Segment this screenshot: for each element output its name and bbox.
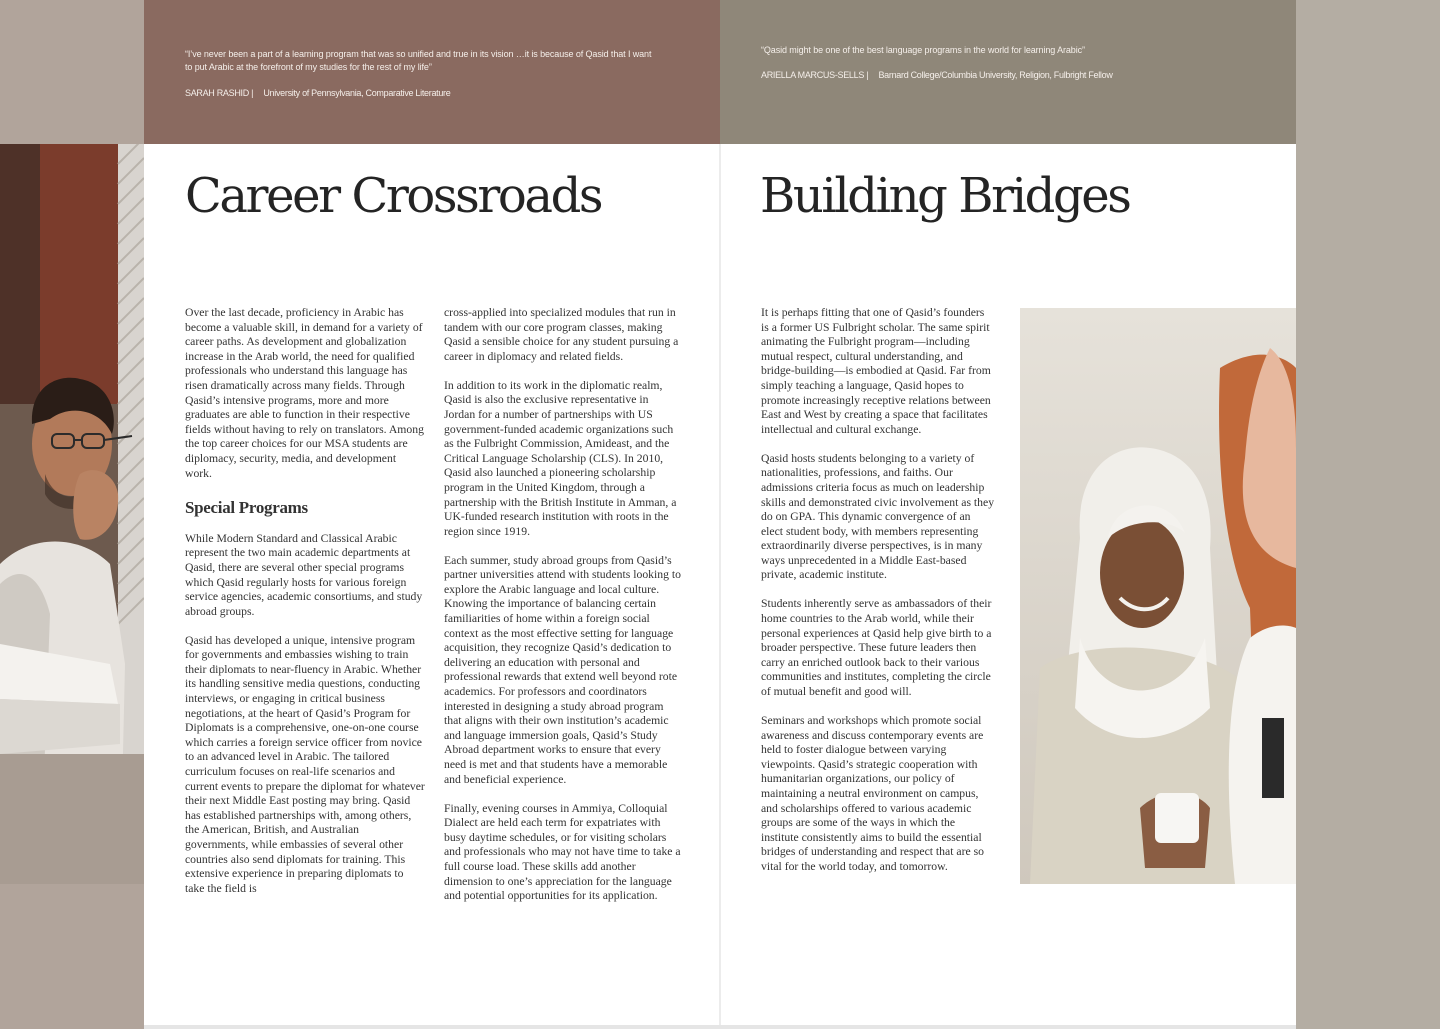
paragraph-intro: Over the last decade, proficiency in Arabic has become a valuable skill, in demand for a variety of career paths. As development and globalization increase in the Arab world, the need for qualified professionals who understand this language has risen dramatically across many fields. Through Qasid’s intensive programs, more and more graduates are able to function in their respective fields without having to rely on translators. Among the top career choices for our MSA students are diplomacy, security, media, and development work. bbox=[185, 306, 424, 480]
column-career-crossroads-1 bbox=[185, 306, 425, 911]
column-building-bridges bbox=[761, 306, 995, 889]
paragraph-partnerships: In addition to its work in the diplomatic realm, Qasid is also the exclusive representative in Jordan for a number of partnerships with US government-funded academic organizations such as the Fulbright Commission, Amideast, and the Critical Language Scholarship (CLS). In 2010, Qasid also launched a pioneering scholarship program in the United Kingdom, through a partnership with the British Institute in Amman, a UK-funded research institution with roots in the region since 1919. bbox=[444, 378, 677, 538]
paragraph-diversity: Qasid hosts students belonging to a variety of nationalities, professions, and faiths. Our admissions criteria focus as much on leadership skills and demonstrated civic involvement as they do on GPA. This dynamic convergence of an elect student body, with members representing extraordinarily diverse perspectives, is in many ways unprecedented in a Middle East-based private, academic institute. bbox=[761, 451, 995, 582]
paragraph-evening-courses: Finally, evening courses in Ammiya, Colloquial Dialect are held each term for expatriates with busy daytime schedules, or for visiting scholars and professionals who may not have time to take a full course load. These skills add another dimension to one’s appreciation for the language and potential opportunities for its application. bbox=[444, 801, 681, 903]
paragraph-fulbright: It is perhaps fitting that one of Qasid’s founders is a former US Fulbright scholar. The same spirit animating the Fulbright program—including mutual respect, cultural understanding, and bridge-building—is embodied at Qasid. Far from simply teaching a language, Qasid hopes to promote increasingly receptive relations between East and West by creating a space that facilitates intellectual and cultural exchange. bbox=[761, 306, 991, 436]
left-margin-block-top bbox=[0, 0, 144, 144]
left-testimonial-affiliation: University of Pennsylvania, Comparative Literature bbox=[263, 88, 451, 98]
paragraph-diplomats: Qasid has developed a unique, intensive program for governments and embassies wishing to train their diplomats to near-fluency in Arabic. Whether its handling sensitive media questions, conducting interviews, or engaging in critical business negotiations, at the heart of Qasid’s Program for Diplomats is a comprehensive, one-on-one course which carries a foreign service officer from novice to an advanced level in Arabic. The tailored curriculum focuses on real-life scenarios and current events to prepare the diplomat for whatever their next Middle East posting may bring. Qasid has established partnerships with, among others, the American, British, and Australian governments, while embassies of several other countries also send diplomats for training. This extensive experience in preparing diplomats to take the field is bbox=[185, 633, 425, 895]
subheading-special-programs: Special Programs bbox=[185, 498, 308, 518]
right-testimonial-affiliation: Barnard College/Columbia University, Religion, Fulbright Fellow bbox=[878, 70, 1113, 80]
left-margin-block-bottom bbox=[0, 884, 144, 1029]
page-fold bbox=[719, 144, 721, 1029]
right-testimonial-attribution bbox=[761, 70, 1113, 80]
column-career-crossroads-2 bbox=[444, 306, 682, 918]
paragraph-cross-applied: cross-applied into specialized modules that run in tandem with our core program classes, making Qasid a sensible choice for any student pursuing a career in diplomacy and related fields. bbox=[444, 306, 679, 363]
page-bottom-edge bbox=[144, 1025, 1296, 1029]
page-title-building-bridges: Building Bridges bbox=[760, 168, 1130, 224]
right-margin-block bbox=[1296, 0, 1440, 1029]
photo-two-students bbox=[1020, 308, 1296, 884]
left-testimonial-quote: “I’ve never been a part of a learning program that was so unified and true in its vision …it is because of Qasid that I want to put Arabic at the forefront of my studies for the rest of my life” bbox=[185, 49, 652, 72]
left-testimonial-attribution bbox=[185, 88, 450, 98]
right-testimonial-name: ARIELLA MARCUS-SELLS | bbox=[761, 70, 869, 80]
paragraph-seminars: Seminars and workshops which promote social awareness and discuss contemporary events are held to foster dialogue between varying viewpoints. Qasid’s strategic cooperation with humanitarian organizations, our policy of maintaining a neutral environment on campus, and scholarships offered to various academic groups are some of the ways in which the institute consistently aims to build the essential bridges of understanding and respect that are so vital for the world today, and tomorrow. bbox=[761, 714, 984, 873]
photo-student-smiling bbox=[0, 144, 144, 884]
paragraph-special-programs: While Modern Standard and Classical Arabic represent the two main academic departments at Qasid, there are several other special programs which Qasid regularly hosts for various foreign service agencies, academic consortiums, and study abroad groups. bbox=[185, 531, 423, 618]
right-testimonial-quote: “Qasid might be one of the best language programs in the world for learning Arabic” bbox=[761, 45, 1085, 55]
page-title-career-crossroads: Career Crossroads bbox=[185, 168, 602, 224]
paragraph-ambassadors: Students inherently serve as ambassadors of their home countries to the Arab world, while their personal experiences at Qasid help give birth to a broader perspective. These future leaders then carry an enriched outlook back to their various communities and institutes, completing the circle of mutual benefit and good will. bbox=[761, 597, 992, 699]
paragraph-study-abroad: Each summer, study abroad groups from Qasid’s partner universities attend with students looking to explore the Arabic language and local culture. Knowing the importance of balancing certain familiarities of home within a foreign social context as the most effective setting for language acquisition, they recognize Qasid’s dedication to delivering an education with personal and professional rewards that extend well beyond rote academics. For professors and coordinators interested in designing a study abroad program that aligns with their own institution’s academic and language immersion goals, Qasid’s Study Abroad department works to ensure that every need is met and that students have a memorable and beneficial experience. bbox=[444, 553, 681, 786]
left-testimonial-name: SARAH RASHID | bbox=[185, 88, 254, 98]
